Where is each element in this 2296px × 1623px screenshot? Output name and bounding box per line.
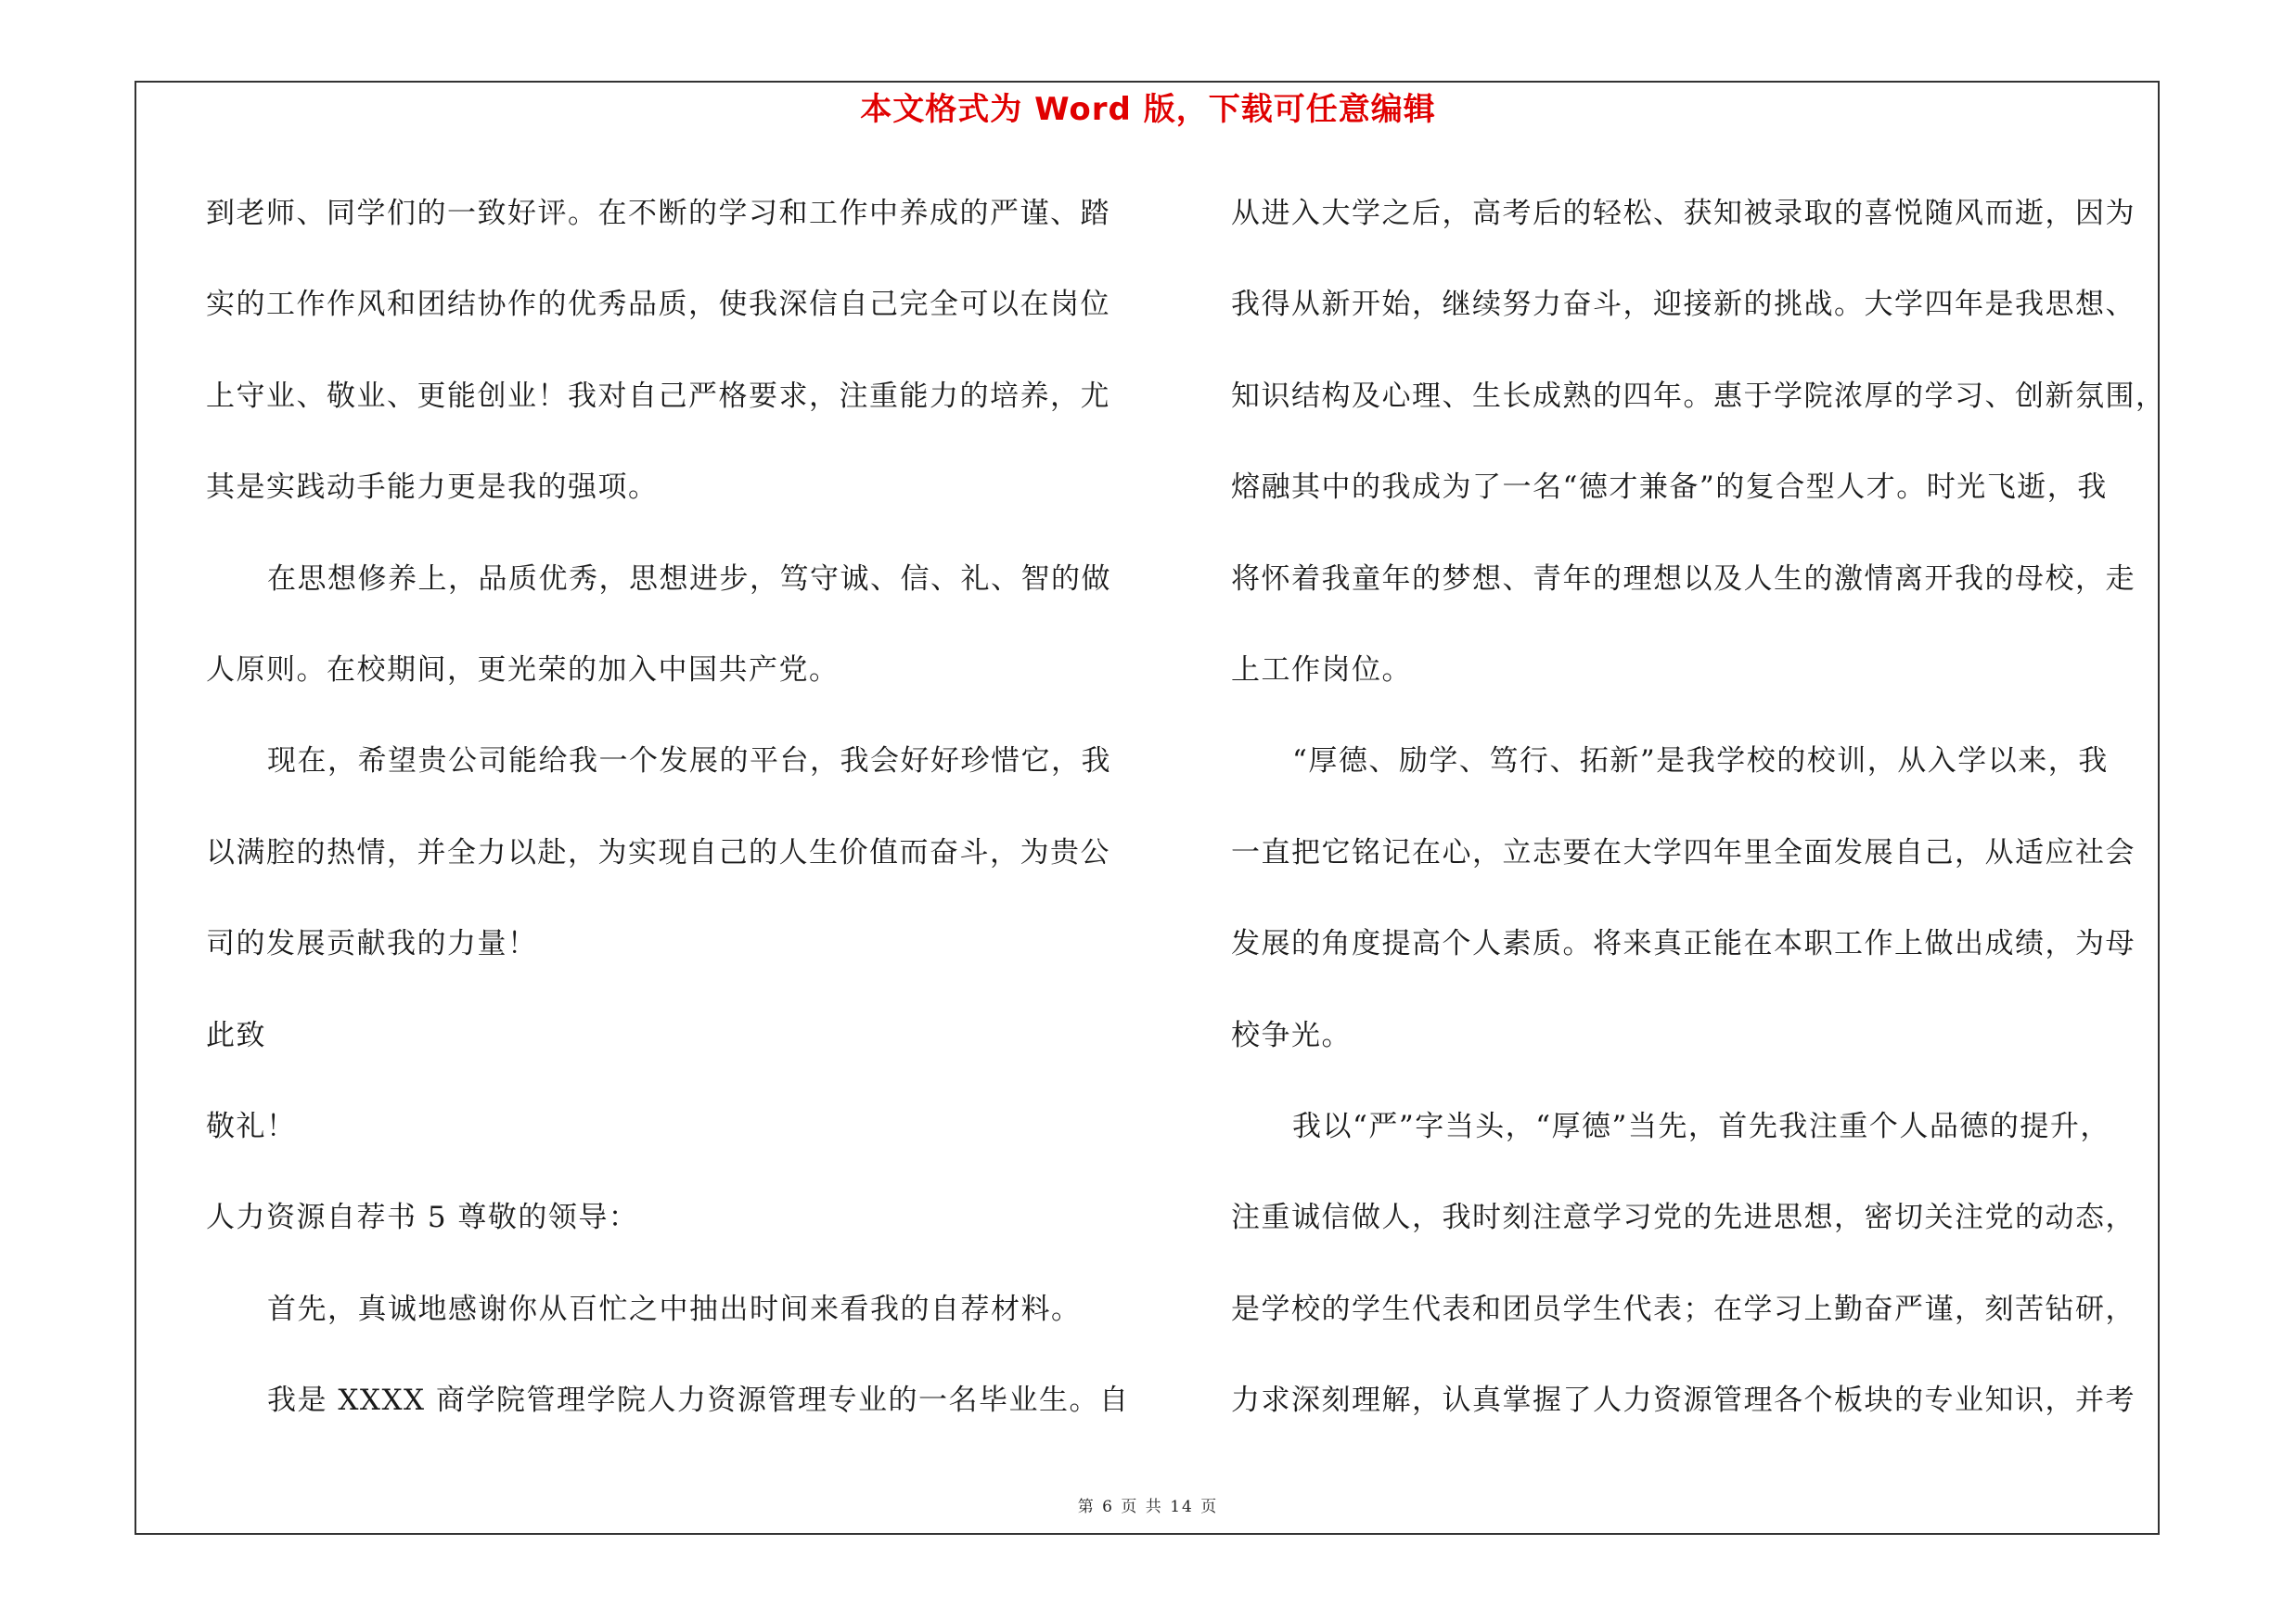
text-line: 知识结构及心理、生长成熟的四年。惠于学院浓厚的学习、创新氛围， xyxy=(1231,379,2166,413)
text-line: 其是实践动手能力更是我的强项。 xyxy=(206,470,659,505)
text-line: 发展的角度提高个人素质。将来真正能在本职工作上做出成绩，为母 xyxy=(1231,927,2136,961)
text-line: 首先，真诚地感谢你从百忙之中抽出时间来看我的自荐材料。 xyxy=(267,1292,1082,1326)
text-line: 熔融其中的我成为了一名“德才兼备”的复合型人才。时光飞逝，我 xyxy=(1231,470,2108,505)
header-banner: 本文格式为 Word 版，下载可任意编辑 xyxy=(860,91,1436,128)
text-line: 注重诚信做人，我时刻注意学习党的先进思想，密切关注党的动态， xyxy=(1231,1201,2136,1235)
text-line: 此致 xyxy=(206,1018,266,1052)
text-line: 我以“严”字当头，“厚德”当先，首先我注重个人品德的提升， xyxy=(1292,1109,2110,1143)
text-line: 校争光。 xyxy=(1231,1018,1352,1052)
text-line: 上守业、敬业、更能创业！我对自己严格要求，注重能力的培养，尤 xyxy=(206,379,1110,413)
text-line: 人力资源自荐书 5 尊敬的领导： xyxy=(206,1201,639,1235)
text-line: 现在，希望贵公司能给我一个发展的平台，我会好好珍惜它，我 xyxy=(267,744,1111,779)
text-line: 从进入大学之后，高考后的轻松、获知被录取的喜悦随风而逝，因为 xyxy=(1231,197,2136,230)
text-line: 到老师、同学们的一致好评。在不断的学习和工作中养成的严谨、踏 xyxy=(206,197,1110,230)
text-line: 我得从新开始，继续努力奋斗，迎接新的挑战。大学四年是我思想、 xyxy=(1231,288,2136,322)
text-line: 人原则。在校期间，更光荣的加入中国共产党。 xyxy=(206,652,840,687)
text-line: 在思想修养上，品质优秀，思想进步，笃守诚、信、礼、智的做 xyxy=(267,561,1111,596)
text-line: 将怀着我童年的梦想、青年的理想以及人生的激情离开我的母校，走 xyxy=(1231,561,2136,596)
text-line: 我是 XXXX 商学院管理学院人力资源管理专业的一名毕业生。自 xyxy=(267,1384,1130,1418)
page-footer: 第 6 页 共 14 页 xyxy=(1077,1498,1219,1516)
text-line: 是学校的学生代表和团员学生代表；在学习上勤奋严谨，刻苦钻研， xyxy=(1231,1292,2136,1326)
text-line: 敬礼！ xyxy=(206,1109,297,1143)
left-column xyxy=(206,181,1130,1459)
text-line: 一直把它铭记在心，立志要在大学四年里全面发展自己，从适应社会 xyxy=(1231,835,2136,869)
text-line: 力求深刻理解，认真掌握了人力资源管理各个板块的专业知识，并考 xyxy=(1231,1384,2136,1418)
text-line: 上工作岗位。 xyxy=(1231,652,1412,687)
text-line: 实的工作作风和团结协作的优秀品质，使我深信自己完全可以在岗位 xyxy=(206,288,1110,322)
right-column xyxy=(1231,181,2166,1459)
text-line: “厚德、励学、笃行、拓新”是我学校的校训，从入学以来，我 xyxy=(1292,744,2109,779)
text-line: 司的发展贡献我的力量！ xyxy=(206,927,538,961)
text-line: 以满腔的热情，并全力以赴，为实现自己的人生价值而奋斗，为贵公 xyxy=(206,835,1110,869)
